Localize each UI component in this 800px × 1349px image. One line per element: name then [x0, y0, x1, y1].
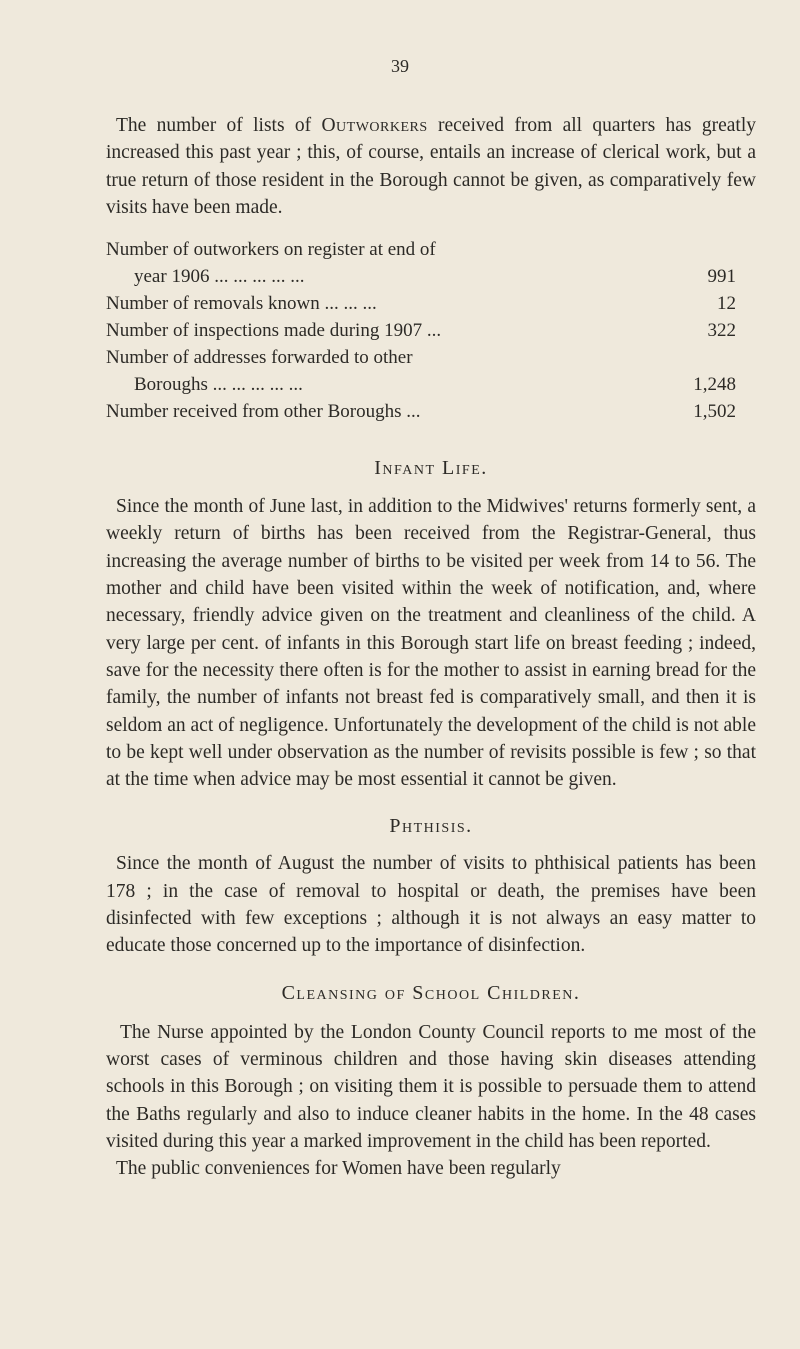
page-number: 39	[391, 56, 409, 76]
stat-row	[106, 236, 746, 290]
phthisis-heading: Phthisis.	[389, 815, 473, 838]
infant-life-heading: Infant Life.	[374, 457, 488, 480]
outworkers-text-start: The number of lists of	[116, 115, 322, 136]
outworkers-stats-table	[106, 236, 756, 425]
stat-row	[106, 398, 746, 425]
stat-label-line2: Boroughs ... ... ... ... ...	[134, 374, 303, 396]
stat-label: Number received from other Boroughs ...	[106, 401, 421, 423]
stat-label-line1: Number of outworkers on register at end of	[106, 239, 436, 261]
infant-life-paragraph: Since the month of June last, in addition to the Midwives' returns formerly sent, a weekly return of births has been received from the Registrar-General, thus increasing the average number of births to be visited per week from 14 to 56. The mother and child have been visited within the week of notification, and, where necessary, friendly advice given on the treatment and cleanliness of the child. A very large per cent. of infants in this Borough start life on breast feeding ; indeed, save for the necessity there often is for the mother to assist in earning bread for the family, the number of infants not breast fed is comparatively small, and then it is seldom an act of negligence. Unfortunately the development of the child is not able to be kept well under observation as the number of revisits possible is few ; so that at the time when advice may be most essential it cannot be given.	[106, 496, 756, 791]
cleansing-paragraph-continued: The public conveniences for Women have been regularly	[116, 1158, 561, 1180]
outworkers-text-end: received from all quarters has greatly increased this past year ; this, of course, entails an increase of clerical work, but a true return of those resident in the Borough cannot be given, as comparatively few visits have been made.	[106, 115, 756, 218]
stat-label-line2: year 1906 ... ... ... ... ...	[134, 266, 305, 288]
outworkers-paragraph	[106, 112, 756, 221]
outworkers-term: Outworkers	[321, 115, 428, 136]
stat-value: 991	[707, 266, 736, 288]
phthisis-paragraph: Since the month of August the number of visits to phthisical patients has been 178 ; in the case of removal to hospital or death, the premises have been disinfected with few exceptions ; although it is not always an easy matter to educate those concerned up to the importance of disinfection.	[106, 853, 756, 957]
stat-row	[106, 344, 746, 398]
cleansing-heading: Cleansing of School Children.	[281, 981, 581, 1004]
cleansing-paragraph: The Nurse appointed by the London County Council reports to me most of the worst cases of verminous children and those having skin diseases attending schools in this Borough ; on visiting them it is possible to persuade them to attend the Baths regularly and also to induce cleaner habits in the home. In the 48 cases visited during this year a marked improvement in the child has been reported.	[106, 1021, 756, 1152]
stat-label: Number of inspections made during 1907 ...	[106, 320, 442, 342]
stat-label	[106, 236, 596, 290]
stat-value: 1,502	[693, 401, 736, 423]
stat-label-line1: Number of addresses forwarded to other	[106, 347, 413, 369]
page-content	[106, 112, 756, 1182]
stat-value: 1,248	[693, 374, 736, 396]
stat-label	[106, 344, 596, 398]
stat-label: Number of removals known ... ... ...	[106, 293, 377, 315]
stat-row	[106, 290, 746, 317]
stat-value: 322	[707, 320, 736, 342]
stat-row	[106, 317, 746, 344]
stat-value: 12	[717, 293, 736, 315]
